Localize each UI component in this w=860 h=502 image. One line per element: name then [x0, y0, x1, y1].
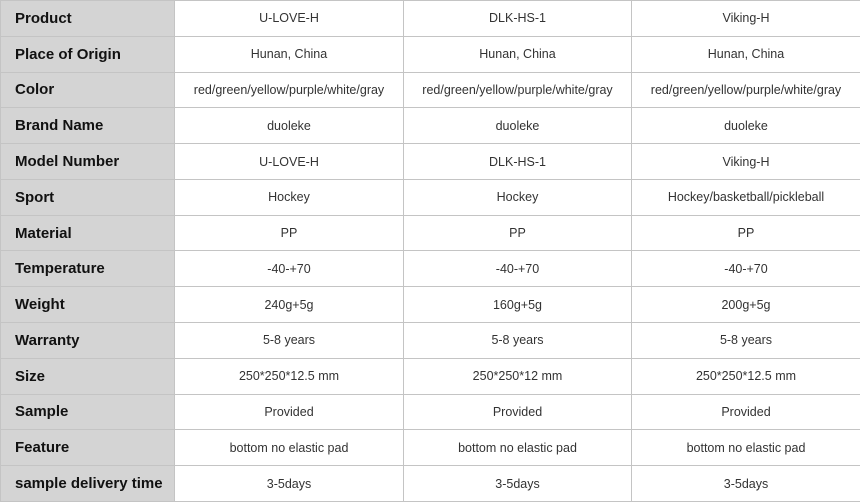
table-cell: PP: [175, 215, 404, 251]
table-cell: Provided: [404, 394, 632, 430]
table-cell: 160g+5g: [404, 287, 632, 323]
table-row: [1, 179, 860, 215]
table-cell: 250*250*12 mm: [404, 358, 632, 394]
table-cell: Hunan, China: [632, 36, 860, 72]
table-cell: Hunan, China: [175, 36, 404, 72]
table-cell: red/green/yellow/purple/white/gray: [175, 72, 404, 108]
table-cell: U-LOVE-H: [175, 1, 404, 37]
row-label: Material: [1, 215, 175, 251]
table-cell: Viking-H: [632, 144, 860, 180]
table-cell: PP: [632, 215, 860, 251]
table-cell: Provided: [632, 394, 860, 430]
table-cell: bottom no elastic pad: [404, 430, 632, 466]
table-cell: U-LOVE-H: [175, 144, 404, 180]
table-cell: Hunan, China: [404, 36, 632, 72]
table-row: [1, 358, 860, 394]
table-cell: 200g+5g: [632, 287, 860, 323]
table-row: [1, 1, 860, 37]
table-cell: Hockey: [175, 179, 404, 215]
row-label: Brand Name: [1, 108, 175, 144]
table-cell: Viking-H: [632, 1, 860, 37]
table-row: [1, 323, 860, 359]
row-label: Sport: [1, 179, 175, 215]
table-cell: duoleke: [404, 108, 632, 144]
row-label: Size: [1, 358, 175, 394]
table-cell: Hockey/basketball/pickleball: [632, 179, 860, 215]
row-label: Feature: [1, 430, 175, 466]
row-label: Sample: [1, 394, 175, 430]
table-row: [1, 108, 860, 144]
table-row: [1, 287, 860, 323]
row-label: Temperature: [1, 251, 175, 287]
table-cell: DLK-HS-1: [404, 1, 632, 37]
table-row: [1, 466, 860, 502]
table-cell: duoleke: [175, 108, 404, 144]
table-cell: 5-8 years: [175, 323, 404, 359]
row-label: sample delivery time: [1, 466, 175, 502]
table-cell: -40-+70: [632, 251, 860, 287]
table-row: [1, 394, 860, 430]
row-label: Place of Origin: [1, 36, 175, 72]
table-cell: red/green/yellow/purple/white/gray: [632, 72, 860, 108]
row-label: Warranty: [1, 323, 175, 359]
table-cell: bottom no elastic pad: [175, 430, 404, 466]
table-cell: Hockey: [404, 179, 632, 215]
table-row: [1, 430, 860, 466]
row-label: Weight: [1, 287, 175, 323]
table-cell: Provided: [175, 394, 404, 430]
table-cell: bottom no elastic pad: [632, 430, 860, 466]
table-cell: 3-5days: [175, 466, 404, 502]
table-row: [1, 215, 860, 251]
table-row: [1, 144, 860, 180]
table-cell: -40-+70: [175, 251, 404, 287]
spec-table-body: [1, 1, 860, 502]
table-cell: PP: [404, 215, 632, 251]
row-label: Product: [1, 1, 175, 37]
table-cell: red/green/yellow/purple/white/gray: [404, 72, 632, 108]
row-label: Color: [1, 72, 175, 108]
table-cell: 3-5days: [404, 466, 632, 502]
table-cell: 3-5days: [632, 466, 860, 502]
table-cell: 250*250*12.5 mm: [175, 358, 404, 394]
table-cell: DLK-HS-1: [404, 144, 632, 180]
table-row: [1, 251, 860, 287]
table-row: [1, 36, 860, 72]
table-cell: -40-+70: [404, 251, 632, 287]
row-label: Model Number: [1, 144, 175, 180]
table-cell: 250*250*12.5 mm: [632, 358, 860, 394]
table-cell: duoleke: [632, 108, 860, 144]
table-cell: 5-8 years: [404, 323, 632, 359]
table-row: [1, 72, 860, 108]
table-cell: 5-8 years: [632, 323, 860, 359]
table-cell: 240g+5g: [175, 287, 404, 323]
